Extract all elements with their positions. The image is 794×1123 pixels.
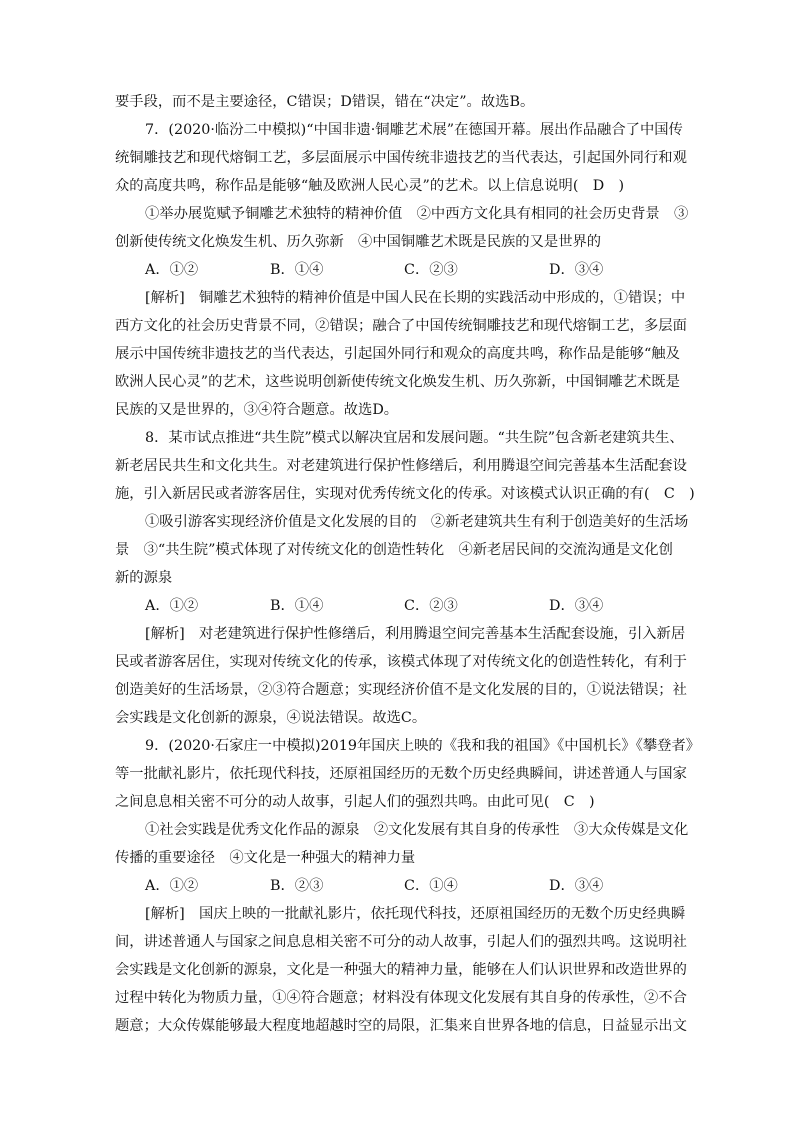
q8-option-a: A．①② <box>145 598 199 614</box>
question-8-statements: ①吸引游客实现经济价值是文化发展的目的 ②新老建筑共生有利于创造美好的生活场 <box>145 514 689 530</box>
question-7-stem: 7．(2020·临汾二中模拟)“中国非遗·铜雕艺术展”在德国开幕。展出作品融合了中国传 <box>145 122 683 138</box>
question-7-statements: ①举办展览赋予铜雕艺术独特的精神价值 ②中西方文化具有相同的社会历史背景 ③ <box>145 206 689 222</box>
q8-option-b: B．①④ <box>270 598 324 614</box>
text-line: 过程中转化为物质力量，①④符合题意；材料没有体现文化发展有其自身的传承性，②不合 <box>115 990 687 1006</box>
question-9-analysis: [解析] 国庆上映的一批献礼影片，依托现代科技，还原祖国经历的无数个历史经典瞬 <box>145 906 686 922</box>
text-line: 民或者游客居住，实现对传统文化的传承，该模式体现了对传统文化的创造性转化，有利于 <box>115 654 687 670</box>
q7-option-c: C．②③ <box>404 262 458 278</box>
text-line: 展示中国传统非遗技艺的当代表达，引起国外同行和观众的高度共鸣，称作品是能够“触及 <box>115 346 680 362</box>
text-line: 景 ③“共生院”模式体现了对传统文化的创造性转化 ④新老居民间的交流沟通是文化创 <box>115 542 673 558</box>
text-line: 新的源泉 <box>115 570 173 586</box>
text-line: 传播的重要途径 ④文化是一种强大的精神力量 <box>115 850 416 866</box>
text-line: 题意；大众传媒能够最大程度地超越时空的局限，汇集来自世界各地的信息，日益显示出文 <box>115 1018 687 1034</box>
text-line: 创新使传统文化焕发生机、历久弥新 ④中国铜雕艺术既是民族的又是世界的 <box>115 234 602 250</box>
text-line: 之间息息相关密不可分的动人故事，引起人们的强烈共鸣。由此可见( C ) <box>115 794 595 810</box>
question-8-stem: 8．某市试点推进“共生院”模式以解决宜居和发展问题。“共生院”包含新老建筑共生、 <box>145 430 684 446</box>
q9-option-a: A．①② <box>145 878 199 894</box>
q8-option-c: C．②③ <box>404 598 458 614</box>
q7-option-a: A．①② <box>145 262 199 278</box>
q9-option-b: B．②③ <box>270 878 324 894</box>
q9-option-c: C．①④ <box>404 878 458 894</box>
q7-option-b: B．①④ <box>270 262 324 278</box>
text-line: 施，引入新居民或者游客居住，实现对优秀传统文化的传承。对该模式认识正确的有( C ) <box>115 486 695 502</box>
text-line: 会实践是文化创新的源泉，文化是一种强大的精神力量，能够在人们认识世界和改造世界的 <box>115 962 687 978</box>
question-9-stem: 9．(2020·石家庄一中模拟)2019年国庆上映的《我和我的祖国》《中国机长》《攀登者》 <box>145 738 701 754</box>
question-7-analysis: [解析] 铜雕艺术独特的精神价值是中国人民在长期的实践活动中形成的，①错误；中 <box>145 290 686 306</box>
q9-option-d: D．③④ <box>549 878 604 894</box>
text-line: 西方文化的社会历史背景不同，②错误；融合了中国传统铜雕技艺和现代熔铜工艺，多层面 <box>115 318 687 334</box>
q8-option-d: D．③④ <box>549 598 604 614</box>
text-line: 新老居民共生和文化共生。对老建筑进行保护性修缮后，利用腾退空间完善基本生活配套设 <box>115 458 687 474</box>
text-line: 欧洲人民心灵”的艺术，这些说明创新使传统文化焕发生机、历久弥新，中国铜雕艺术既是 <box>115 374 680 390</box>
text-line: 众的高度共鸣，称作品是能够“触及欧洲人民心灵”的艺术。以上信息说明( D ) <box>115 178 625 194</box>
question-8-analysis: [解析] 对老建筑进行保护性修缮后，利用腾退空间完善基本生活配套设施，引入新居 <box>145 626 686 642</box>
text-line: 会实践是文化创新的源泉，④说法错误。故选C。 <box>115 710 427 726</box>
text-line: 要手段，而不是主要途径，C错误；D错误，错在“决定”。故选B。 <box>115 94 535 110</box>
text-line: 民族的又是世界的，③④符合题意。故选D。 <box>115 402 399 418</box>
text-line: 等一批献礼影片，依托现代科技，还原祖国经历的无数个历史经典瞬间，讲述普通人与国家 <box>115 766 687 782</box>
text-line: 创造美好的生活场景，②③符合题意；实现经济价值不是文化发展的目的，①说法错误；社 <box>115 682 687 698</box>
question-9-statements: ①社会实践是优秀文化作品的源泉 ②文化发展有其自身的传承性 ③大众传媒是文化 <box>145 822 689 838</box>
text-line: 间，讲述普通人与国家之间息息相关密不可分的动人故事，引起人们的强烈共鸣。这说明社 <box>115 934 687 950</box>
q7-option-d: D．③④ <box>549 262 604 278</box>
text-line: 统铜雕技艺和现代熔铜工艺，多层面展示中国传统非遗技艺的当代表达，引起国外同行和观 <box>115 150 687 166</box>
